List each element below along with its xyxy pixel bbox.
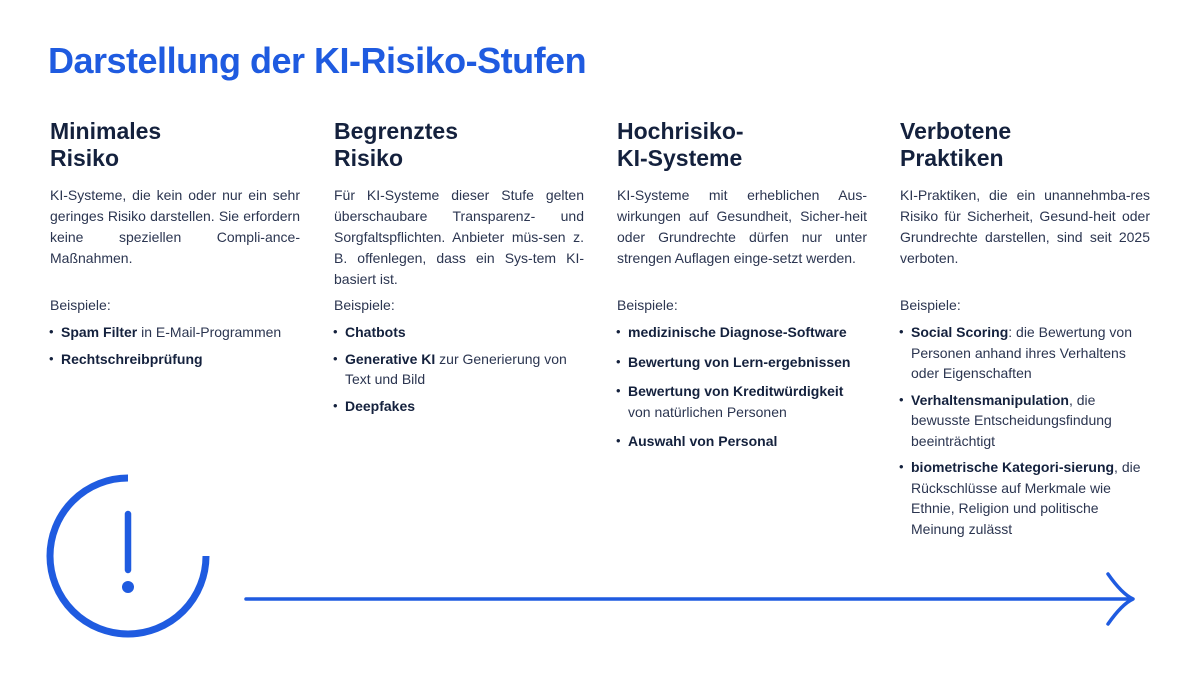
list-item: • Chatbots — [334, 322, 584, 343]
column-description: Für KI-Systeme dieser Stufe gelten überschaubare Transparenz- und Sorgfaltspflichten. Anbieter müs-sen z. B. offenlegen, dass ein Sys-tem KI-basiert ist. — [334, 187, 584, 287]
list-item: • Bewertung von Kreditwürdigkeit von natürlichen Personen — [617, 381, 867, 422]
column-heading: Verbotene Praktiken — [900, 118, 1012, 171]
examples-label: Beispiele: — [617, 297, 678, 313]
list-item: • Deepfakes — [334, 396, 584, 417]
column-description: KI-Systeme mit erheblichen Aus-wirkungen auf Gesundheit, Sicher-heit oder Grundrechte dürfen nur unter strengen Auflagen einge-setzt werden. — [617, 187, 867, 266]
examples-label: Beispiele: — [334, 297, 395, 313]
arrow-right-icon — [246, 574, 1133, 624]
list-item: • Bewertung von Lern-ergebnissen — [617, 352, 867, 373]
list-item: • Social Scoring: die Bewertung von Personen anhand ihres Verhaltens oder Eigenschaften — [900, 322, 1150, 384]
list-item: • Rechtschreibprüfung — [50, 349, 300, 370]
list-item: • Verhaltensmanipulation, die bewusste Entscheidungsfindung beeinträchtigt — [900, 390, 1150, 452]
list-item: • biometrische Kategori-sierung, die Rückschlüsse auf Merkmale wie Ethnie, Religion und politische Meinung zulässt — [900, 457, 1150, 539]
column-heading: Minimales Risiko — [50, 118, 162, 171]
list-item: • Spam Filter in E-Mail-Programmen — [50, 322, 300, 343]
list-item: • Generative KI zur Generierung von Text und Bild — [334, 349, 584, 390]
list-item: • medizinische Diagnose-Software — [617, 322, 867, 343]
list-item: • Auswahl von Personal — [617, 431, 867, 452]
examples-label: Beispiele: — [50, 297, 111, 313]
exclamation-circle-icon — [50, 478, 206, 634]
column-description: KI-Systeme, die kein oder nur ein sehr geringes Risiko darstellen. Sie erfordern keine speziellen Compli-ance-Maßnahmen. — [50, 187, 300, 266]
column-heading: Hochrisiko- KI-Systeme — [617, 118, 744, 171]
column-description: KI-Praktiken, die ein unannehmba-res Risiko für Sicherheit, Gesund-heit oder Grundrechte darstellen, sind seit 2025 verboten. — [900, 187, 1150, 266]
page-title: Darstellung der KI-Risiko-Stufen — [48, 40, 587, 81]
column-heading: Begrenztes Risiko — [334, 118, 458, 171]
examples-label: Beispiele: — [900, 297, 961, 313]
